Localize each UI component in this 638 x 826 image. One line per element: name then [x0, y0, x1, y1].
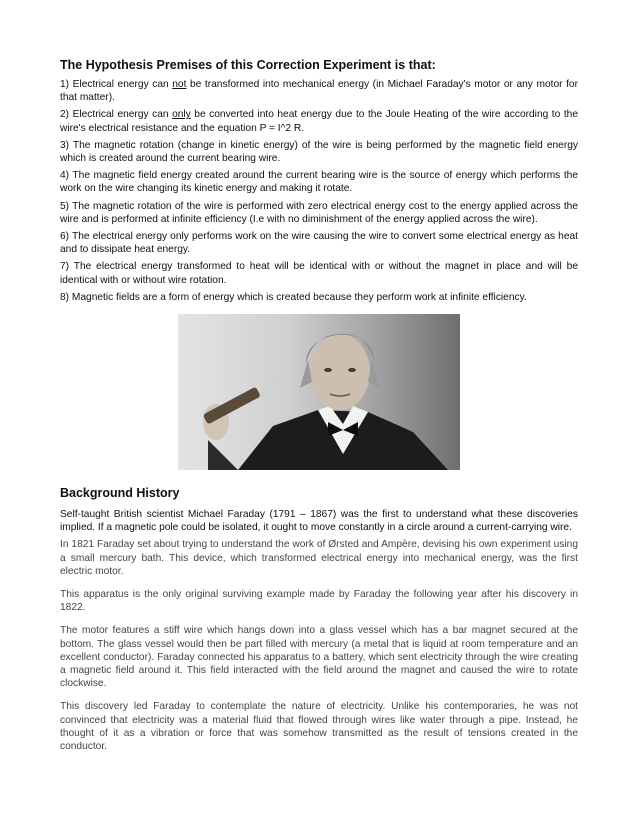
premise-2-pre: 2) Electrical energy can: [60, 109, 173, 121]
premise-6: 6) The electrical energy only performs work on the wire causing the wire to convert some electrical energy as heat and to dissipate heat energy.: [60, 231, 578, 256]
premise-5: 5) The magnetic rotation of the wire is performed with zero electrical energy cost to the energy applied across the wire and is performed at infinite efficiency (I.e with no diminishment of the energy applied across the wire).: [60, 200, 578, 225]
hypothesis-heading: The Hypothesis Premises of this Correction Experiment is that:: [60, 58, 436, 72]
background-paragraph-4: The motor features a stiff wire which hangs down into a glass vessel which has a bar magnet secured at the bottom. The glass vessel would then be part filled with mercury (a metal that is liquid at room temperature and an excellent conductor). Faraday connected his apparatus to a battery, which sent electricity through the wire creating a magnetic field around it. This field interacted with the field around the magnet and caused the wire to rotate clockwise.: [60, 625, 578, 690]
premise-2: [60, 108, 578, 134]
background-paragraph-3: This apparatus is the only original surviving example made by Faraday the following year after his discovery in 1822.: [60, 589, 578, 614]
premise-1-underline: not: [172, 79, 187, 90]
background-paragraph-5: This discovery led Faraday to contemplate the nature of electricity. Unlike his contemporaries, he was not convinced that electricity was a material fluid that flowed through wires like water through a pipe. Instead, he thought of it as a vibration or force that was somehow transmitted as the result of tensions created in the conductor.: [60, 701, 578, 753]
background-heading: Background History: [60, 486, 180, 501]
photo-container: [60, 314, 578, 470]
premise-4: 4) The magnetic field energy created around the current bearing wire is the source of energy which performs the work on the wire changing its kinetic energy and making it rotate.: [60, 170, 578, 195]
document-content: [60, 58, 578, 763]
premise-1-post: be transformed into mechanical energy (in Michael Faraday's motor or any motor for that matter).: [60, 79, 578, 104]
portrait-illustration: [178, 314, 460, 470]
premise-2-post: be converted into heat energy due to the Joule Heating of the wire according to the wire's electrical resistance and the equation P = I^2 R.: [60, 109, 578, 134]
premise-1-pre: 1) Electrical energy can: [60, 79, 173, 90]
premise-7: 7) The electrical energy transformed to heat will be identical with or without the magnet in place and will be identical with or without wire rotation.: [60, 261, 578, 286]
faraday-portrait-photo: [178, 314, 460, 470]
background-paragraph-1: Self-taught British scientist Michael Faraday (1791 – 1867) was the first to understand what these discoveries implied. If a magnetic pole could be isolated, it ought to move constantly in a circle around a current-carrying wire.: [60, 509, 578, 534]
premise-1: [60, 78, 578, 104]
premise-2-underline: only: [172, 109, 191, 121]
premise-3: 3) The magnetic rotation (change in kinetic energy) of the wire is being performed by the magnetic field energy which is created around the current bearing wire.: [60, 139, 578, 165]
background-paragraph-2: In 1821 Faraday set about trying to understand the work of Ørsted and Ampère, devising his own experiment using a small mercury bath. This device, which transformed electrical energy into mechanical energy, was the first electric motor.: [60, 539, 578, 577]
premise-8: 8) Magnetic fields are a form of energy which is created because they perform work at infinite efficiency.: [60, 291, 527, 303]
